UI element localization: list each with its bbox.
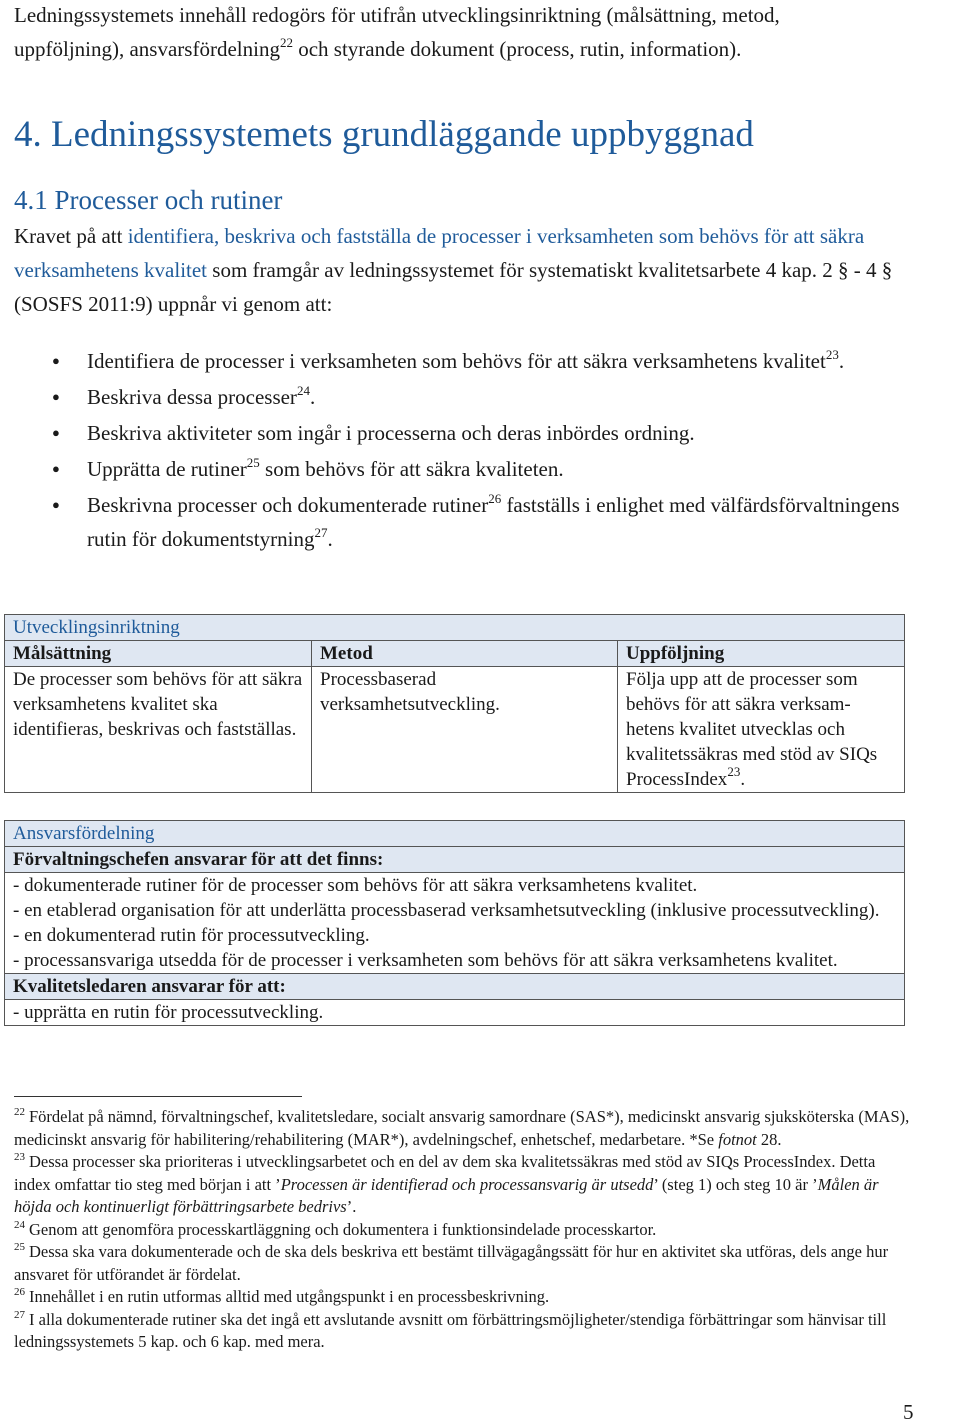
- footnote-number: 26: [14, 1286, 25, 1298]
- footnote-ref-26[interactable]: 26: [488, 491, 502, 506]
- footnote-number: 22: [14, 1106, 25, 1118]
- footnote-ref-27[interactable]: 27: [314, 525, 328, 540]
- footnote-number: 23: [14, 1151, 25, 1163]
- table-cell-goal: De processer som behövs för att säkra verksamhetens kvalitet ska identifieras, beskrivas och fastställas.: [5, 667, 312, 793]
- list-item: [14, 452, 914, 486]
- list-item-text: Beskriva dessa processer: [87, 385, 297, 409]
- intro-line-2-end: och styrande dokument (process, rutin, information).: [292, 37, 742, 61]
- footnote-ref-23[interactable]: 23: [727, 764, 741, 779]
- responsibility-heading: Kvalitetsledaren ansvarar för att:: [5, 974, 905, 1000]
- footnote-text: Dessa ska vara dokumenterade och de ska dels beskriva ett bestämt tillvägagångssätt för hur en aktivitet ska utföras, dels ange hur ansvaret för utförandet är fördelat.: [14, 1242, 889, 1284]
- list-item-text: Upprätta de rutiner: [87, 457, 247, 481]
- footnote-24: [14, 1219, 914, 1242]
- bullet-list: [14, 344, 914, 558]
- column-header: Målsättning: [5, 641, 312, 667]
- footnote-text-mid: ’ (steg 1) och steg 10 är ’: [653, 1174, 818, 1194]
- list-item-text-mid: fastställs i enlighet med välfärdsförvaltningens rutin för dokumentstyrning: [87, 493, 900, 551]
- footnote-text: I alla dokumenterade rutiner ska det ingå ett avslutande avsnitt om förbättringsmöjligheter/stendiga förbättringar som hänvisar till ledningssystemets 5 kap. och 6 kap. med mera.: [14, 1309, 887, 1351]
- responsibility-heading: Förvaltningschefen ansvarar för att det finns:: [5, 847, 905, 873]
- responsibility-table: [4, 820, 905, 1026]
- list-item: - upprätta en rutin för processutveckling.: [13, 1002, 324, 1023]
- table-cell-followup: [618, 667, 905, 793]
- followup-text: Följa upp att de processer som behövs för att säkra verksam-hetens kvalitet utvecklas och kvalitetssäkras med stöd av SIQs ProcessIndex: [626, 669, 878, 790]
- footnote-italic: Målen är höjda och kontinuerligt förbättringsarbete bedrivs: [14, 1174, 879, 1216]
- intro-line-2: uppföljning), ansvarsfördelning: [14, 37, 280, 61]
- list-item: - processansvariga utsedda för de processer i verksamheten som behövs för att säkra verksamhetens kvalitet.: [13, 950, 838, 971]
- footnote-ref-22[interactable]: 22: [279, 35, 293, 50]
- paragraph-highlight: identifiera, beskriva och fastställa de processer i verksamheten som behövs för att säkra verksamhetens kvalitet: [14, 224, 865, 282]
- footnotes: [14, 1106, 914, 1354]
- list-item: - en etablerad organisation för att underlätta processbaserad verksamhetsutveckling (inklusive processutveckling).: [13, 900, 880, 921]
- footnote-italic: fotnot: [718, 1129, 757, 1149]
- footnote-text-end: ’.: [346, 1197, 357, 1216]
- footnote-italic: Processen är identifierad och processansvarig är utsedd: [280, 1174, 654, 1194]
- list-item-text: Identifiera de processer i verksamheten som behövs för att säkra verksamhetens kvalitet: [87, 349, 826, 373]
- intro-paragraph: [14, 0, 954, 66]
- footnote-number: 27: [14, 1308, 25, 1321]
- footnote-27: [14, 1309, 914, 1354]
- footnote-text-end: 28.: [756, 1129, 782, 1149]
- footnote-text: Innehållet i en rutin utformas alltid med utgångspunkt i en processbeskrivning.: [29, 1287, 550, 1306]
- list-item-text: Beskriva aktiviteter som ingår i processerna och deras inbördes ordning.: [87, 421, 695, 445]
- table-cell-method: Processbaserad verksamhetsutveckling.: [312, 667, 618, 793]
- list-item: [14, 416, 914, 450]
- list-item-text-end: .: [309, 385, 316, 409]
- intro-line-1: Ledningssystemets innehåll redogörs för utifrån utvecklingsinriktning (målsättning, metod,: [14, 3, 780, 27]
- list-item-text-end: som behövs för att säkra kvaliteten.: [259, 457, 564, 481]
- list-item: [14, 344, 914, 378]
- requirement-paragraph: [14, 219, 914, 321]
- footnote-text: Fördelat på nämnd, förvaltningschef, kvalitetsledare, socialt ansvarig samordnare (SAS*), medicinskt ansvarig sjuksköterska (MAS), medicinskt ansvarig för habilitering/rehabilitering (MAR*), avdelningschef, enhetschef, medarbetare. *Se: [14, 1107, 910, 1149]
- table-title: Ansvarsfördelning: [5, 821, 905, 847]
- followup-text-end: .: [740, 769, 746, 790]
- list-item-text-end: .: [327, 527, 333, 551]
- responsibility-list: [5, 1000, 905, 1026]
- footnote-25: [14, 1241, 914, 1286]
- paragraph-text-1: Kravet på att: [14, 224, 128, 248]
- list-item-text-end: .: [838, 349, 845, 373]
- footnote-22: [14, 1106, 914, 1151]
- footnote-text: Genom att genomföra processkartläggning och dokumentera i funktionsindelade processkartor.: [29, 1219, 657, 1239]
- column-header: Uppföljning: [618, 641, 905, 667]
- footnote-number: 24: [14, 1218, 25, 1231]
- development-table: [4, 614, 905, 793]
- footnote-26: [14, 1286, 914, 1309]
- list-item-text: Beskrivna processer och dokumenterade rutiner: [87, 493, 489, 517]
- responsibility-list: [5, 873, 905, 974]
- footnote-ref-24[interactable]: 24: [296, 383, 310, 398]
- footnote-ref-25[interactable]: 25: [246, 455, 260, 470]
- list-item: - en dokumenterad rutin för processutveckling.: [13, 925, 370, 946]
- footnote-23: [14, 1151, 914, 1219]
- page-number: 5: [903, 1400, 914, 1424]
- subsection-heading: 4.1 Processer och rutiner: [14, 185, 283, 215]
- paragraph-text-2: som framgår av ledningssystemet för systematiskt kvalitetsarbete 4 kap. 2 § - 4 § (SOSFS 2011:9) uppnår vi genom att:: [14, 258, 893, 316]
- column-header: Metod: [312, 641, 618, 667]
- footnote-number: 25: [14, 1241, 25, 1253]
- footnote-separator: [14, 1096, 302, 1097]
- list-item: [14, 380, 914, 414]
- section-heading: 4. Ledningssystemets grundläggande uppbyggnad: [14, 114, 754, 155]
- list-item: [14, 488, 914, 556]
- footnote-text: Dessa processer ska prioriteras i utvecklingsarbetet och en del av dem ska kvalitetssäkras med stöd av SIQs ProcessIndex. Detta index omfattar tio steg med början i att ’: [14, 1152, 876, 1194]
- list-item: - dokumenterade rutiner för de processer som behövs för att säkra verksamhetens kvalitet.: [13, 875, 698, 896]
- footnote-ref-23[interactable]: 23: [825, 347, 839, 362]
- table-title: Utvecklingsinriktning: [5, 615, 905, 641]
